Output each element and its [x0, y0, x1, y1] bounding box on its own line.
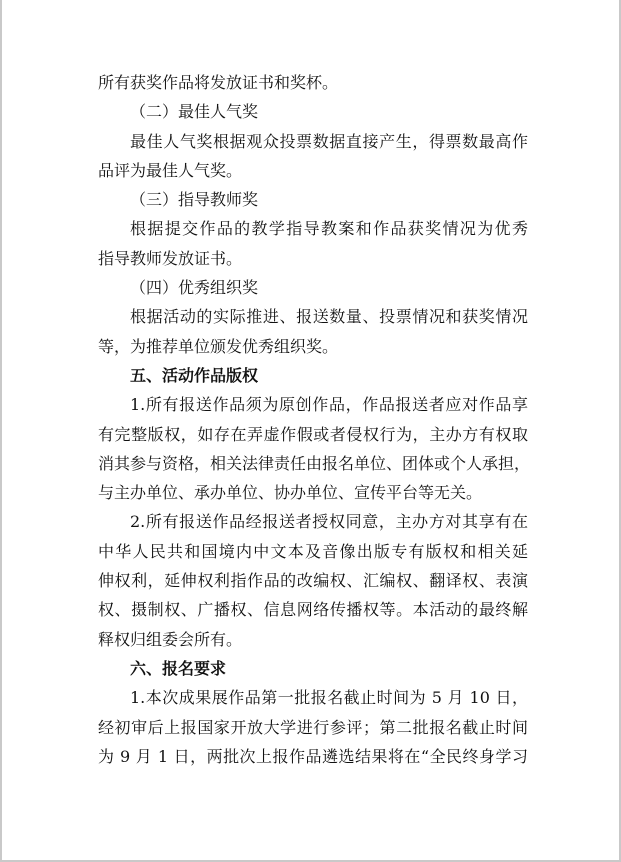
paragraph-line: 等，为推荐单位颁发优秀组织奖。 [98, 336, 339, 356]
subsection-heading: （三）指导教师奖 [130, 190, 259, 210]
paragraph-line: 1.本次成果展作品第一批报名截止时间为 5 月 10 日， [130, 688, 528, 708]
paragraph-line: 伸权利，延伸权利指作品的改编权、汇编权、翻译权、表演 [98, 571, 528, 591]
paragraph-line: 根据提交作品的教学指导教案和作品获奖情况为优秀 [130, 219, 528, 239]
subsection-heading: （二）最佳人气奖 [130, 102, 259, 122]
paragraph-line: 1.所有报送作品须为原创作品，作品报送者应对作品享 [130, 395, 528, 415]
paragraph-line: 释权归组委会所有。 [98, 629, 243, 649]
paragraph-line: 指导教师发放证书。 [98, 248, 243, 268]
paragraph-line: 品评为最佳人气奖。 [98, 160, 243, 180]
paragraph-line: 与主办单位、承办单位、协办单位、宣传平台等无关。 [98, 483, 483, 503]
section-heading: 五、活动作品版权 [130, 365, 259, 385]
paragraph-line: 消其参与资格，相关法律责任由报名单位、团体或个人承担， [98, 453, 531, 473]
paragraph-line: 2.所有报送作品经报送者授权同意，主办方对其享有在 [130, 512, 528, 532]
paragraph-line: 经初审后上报国家开放大学进行参评；第二批报名截止时间 [98, 717, 528, 737]
paragraph-line: 最佳人气奖根据观众投票数据直接产生，得票数最高作 [130, 131, 528, 151]
paragraph-line: 权、摄制权、广播权、信息网络传播权等。本活动的最终解 [98, 600, 528, 620]
paragraph-line: 所有获奖作品将发放证书和奖杯。 [98, 73, 339, 92]
paragraph-line: 中华人民共和国境内中文本及音像出版专有版权和相关延 [98, 541, 528, 561]
page-edge-left [0, 0, 2, 862]
section-heading: 六、报名要求 [130, 658, 227, 678]
paragraph-line: 有完整版权，如存在弄虚作假或者侵权行为，主办方有权取 [98, 424, 528, 444]
paragraph-line: 为 9 月 1 日，两批次上报作品遴选结果将在“全民终身学习 [98, 746, 528, 766]
subsection-heading: （四）优秀组织奖 [130, 278, 259, 298]
document-body [98, 68, 531, 771]
paragraph-line: 根据活动的实际推进、报送数量、投票情况和获奖情况 [130, 307, 528, 327]
